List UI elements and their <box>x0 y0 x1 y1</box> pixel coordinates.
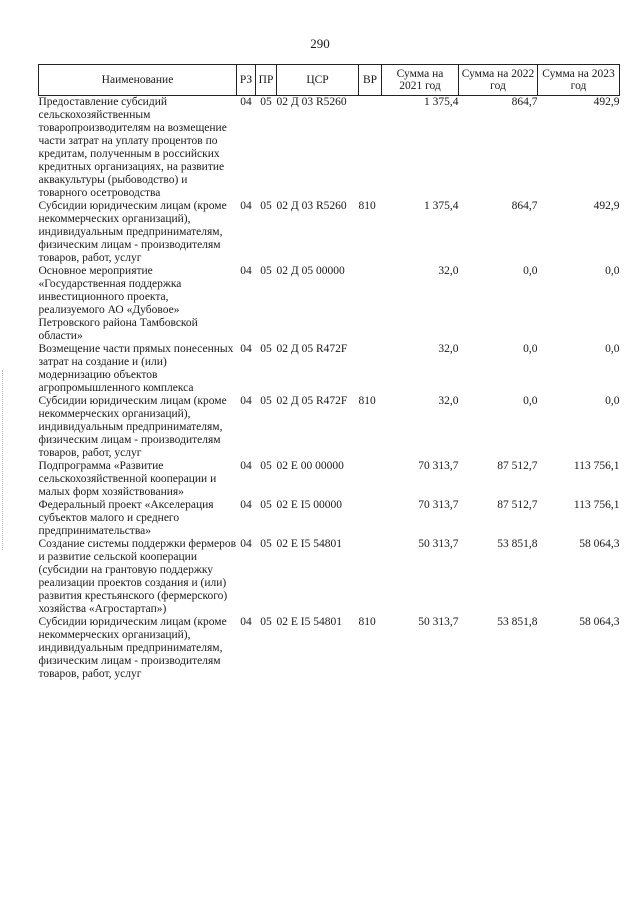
row-csr: 02 Д 03 R5260 <box>276 96 347 108</box>
row-sum-2023: 58 064,3 <box>579 538 620 550</box>
row-rz: 04 <box>240 499 252 511</box>
row-sum-2021: 32,0 <box>438 395 459 407</box>
header-vr: ВР <box>359 65 382 96</box>
row-name: Возмещение части прямых понесенных затрат на создание и (или) модернизацию объектов агропромышленного комплекса <box>38 343 234 394</box>
row-name: Создание системы поддержки фермеров и развитие сельской кооперации (субсидии на грантовую поддержку реализации проектов создания и (или) развития крестьянского (фермерского) хозяйства «Агростартап») <box>38 538 237 615</box>
row-csr: 02 Д 05 R472F <box>276 343 348 355</box>
row-pr: 05 <box>260 616 272 628</box>
row-csr: 02 Е I5 54801 <box>276 538 342 550</box>
row-sum-2023: 113 756,1 <box>573 499 620 511</box>
row-csr: 02 Д 05 R472F <box>276 395 348 407</box>
row-sum-2023: 58 064,3 <box>579 616 620 628</box>
row-name: Федеральный проект «Акселерация субъектов малого и среднего предпринимательства» <box>38 499 214 537</box>
table-row <box>39 395 620 460</box>
row-pr: 05 <box>260 460 272 472</box>
header-sum-2022: Сумма на 2022 год <box>459 65 538 96</box>
row-sum-2021: 1 375,4 <box>424 96 459 108</box>
table-row <box>39 96 620 201</box>
row-sum-2022: 864,7 <box>511 200 538 212</box>
row-pr: 05 <box>260 538 272 550</box>
row-sum-2022: 864,7 <box>511 96 538 108</box>
row-pr: 05 <box>260 265 272 277</box>
row-sum-2023: 0,0 <box>605 395 620 407</box>
row-rz: 04 <box>240 538 252 550</box>
row-rz: 04 <box>240 200 252 212</box>
row-csr: 02 Е I5 00000 <box>276 499 342 511</box>
row-vr <box>359 96 382 201</box>
row-vr: 810 <box>358 200 376 212</box>
row-rz: 04 <box>240 265 252 277</box>
header-pr: ПР <box>256 65 277 96</box>
row-name: Основное мероприятие «Государственная поддержка инвестиционного проекта, реализуемого АО «Дубовое» Петровского района Тамбовской области» <box>38 265 198 342</box>
row-csr: 02 Е I5 54801 <box>276 616 342 628</box>
header-csr: ЦСР <box>277 65 359 96</box>
row-sum-2023: 0,0 <box>605 343 620 355</box>
row-name: Субсидии юридическим лицам (кроме некоммерческих организаций), индивидуальным предпринимателям, физическим лицам - производителям товаров, работ, услуг <box>38 395 227 459</box>
row-sum-2021: 32,0 <box>438 265 459 277</box>
row-sum-2021: 32,0 <box>438 343 459 355</box>
header-rz: РЗ <box>237 65 256 96</box>
table-row <box>39 265 620 343</box>
table-row <box>39 460 620 499</box>
row-pr: 05 <box>260 200 272 212</box>
header-sum-2023: Сумма на 2023 год <box>538 65 620 96</box>
row-vr <box>359 538 382 616</box>
table-header <box>39 65 620 96</box>
row-rz: 04 <box>240 460 252 472</box>
row-vr: 810 <box>358 616 376 628</box>
row-sum-2022: 0,0 <box>523 343 538 355</box>
row-sum-2021: 50 313,7 <box>418 538 459 550</box>
row-sum-2021: 70 313,7 <box>418 460 459 472</box>
table-row <box>39 499 620 538</box>
row-sum-2023: 492,9 <box>593 96 620 108</box>
row-sum-2021: 70 313,7 <box>418 499 459 511</box>
table-body <box>39 96 620 682</box>
row-sum-2023: 113 756,1 <box>573 460 620 472</box>
margin-scan-mark <box>2 370 6 550</box>
table-row <box>39 343 620 395</box>
row-sum-2022: 53 851,8 <box>497 616 538 628</box>
row-sum-2022: 87 512,7 <box>497 499 538 511</box>
row-sum-2021: 1 375,4 <box>424 200 459 212</box>
row-name: Подпрограмма «Развитие сельскохозяйственной кооперации и малых форм хозяйствования» <box>38 460 217 498</box>
row-pr: 05 <box>260 395 272 407</box>
table-row <box>39 538 620 616</box>
row-csr: 02 Е 00 00000 <box>276 460 344 472</box>
row-vr: 810 <box>358 395 376 407</box>
row-name: Предоставление субсидий сельскохозяйственным товаропроизводителям на возмещение части затрат на уплату процентов по кредитам, полученным в российских кредитных организациях, на развитие аквакультуры (рыбоводство) и товарного осетроводства <box>38 96 227 199</box>
row-csr: 02 Д 03 R5260 <box>276 200 347 212</box>
row-vr <box>359 460 382 499</box>
row-sum-2022: 0,0 <box>523 395 538 407</box>
row-pr: 05 <box>260 343 272 355</box>
row-sum-2023: 0,0 <box>605 265 620 277</box>
row-vr <box>359 343 382 395</box>
row-vr <box>359 499 382 538</box>
row-pr: 05 <box>260 96 272 108</box>
row-rz: 04 <box>240 343 252 355</box>
row-sum-2022: 53 851,8 <box>497 538 538 550</box>
row-name: Субсидии юридическим лицам (кроме некоммерческих организаций), индивидуальным предпринимателям, физическим лицам - производителям товаров, работ, услуг <box>38 200 227 264</box>
page-number: 290 <box>310 36 330 51</box>
header-sum-2021: Сумма на 2021 год <box>382 65 459 96</box>
table-row <box>39 200 620 265</box>
row-rz: 04 <box>240 395 252 407</box>
row-sum-2022: 0,0 <box>523 265 538 277</box>
row-vr <box>359 265 382 343</box>
row-name: Субсидии юридическим лицам (кроме некоммерческих организаций), индивидуальным предпринимателям, физическим лицам - производителям товаров, работ, услуг <box>38 616 227 680</box>
row-sum-2021: 50 313,7 <box>418 616 459 628</box>
row-sum-2022: 87 512,7 <box>497 460 538 472</box>
row-rz: 04 <box>240 96 252 108</box>
table-row <box>39 616 620 681</box>
budget-table <box>38 64 620 681</box>
row-csr: 02 Д 05 00000 <box>276 265 345 277</box>
row-sum-2023: 492,9 <box>593 200 620 212</box>
row-rz: 04 <box>240 616 252 628</box>
header-name: Наименование <box>39 65 237 96</box>
row-pr: 05 <box>260 499 272 511</box>
